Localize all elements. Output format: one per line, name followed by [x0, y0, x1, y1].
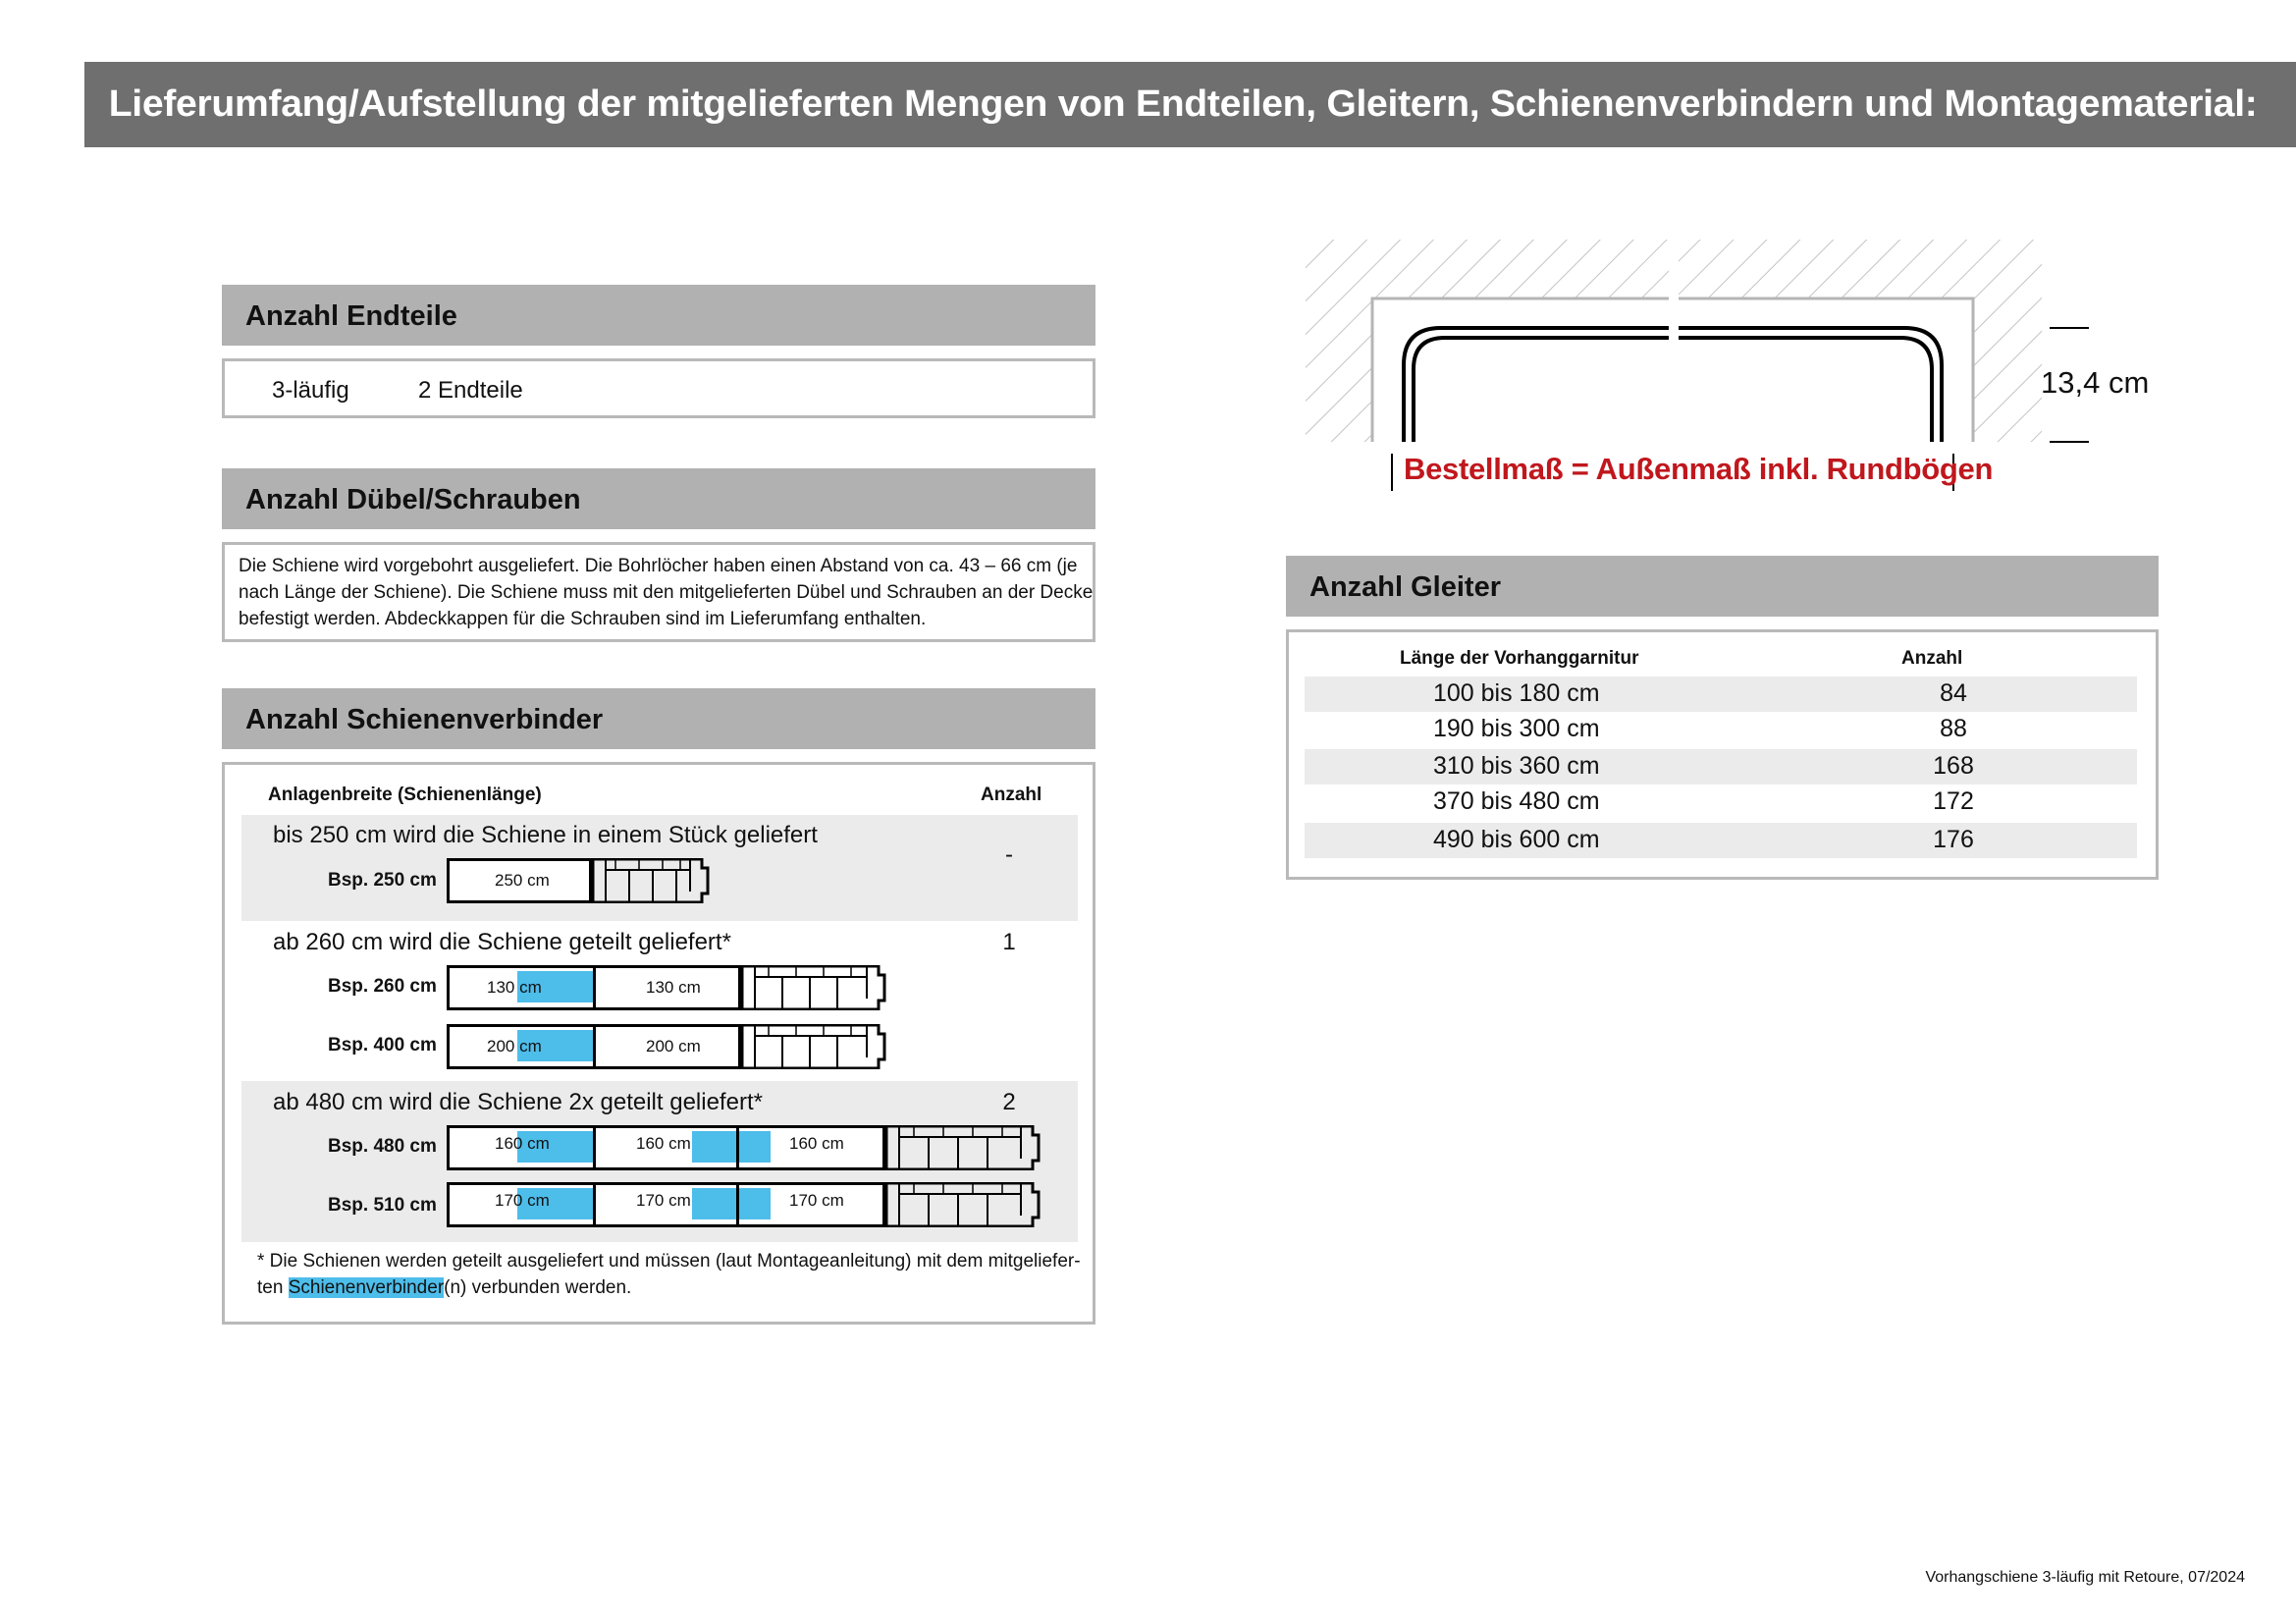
gleiter-col-length: Länge der Vorhanggarnitur [1400, 648, 1639, 669]
gleiter-row [1305, 749, 2137, 785]
rail-joint [593, 1024, 596, 1069]
order-size-note: Bestellmaß = Außenmaß inkl. Rundbögen [1404, 452, 1994, 486]
footnote-highlight: Schienenverbinder [288, 1277, 445, 1298]
segment-length: 170 cm [789, 1191, 844, 1210]
verbinder-box [222, 762, 1095, 1325]
section-header-verbinder: Anzahl Schienenverbinder [222, 688, 1095, 749]
gleiter-range: 490 bis 600 cm [1433, 826, 1600, 853]
section-header-endteile: Anzahl Endteile [222, 285, 1095, 346]
verbinder-col-width: Anlagenbreite (Schienenlänge) [268, 785, 542, 805]
dimension-label: 13,4 cm [2041, 365, 2150, 400]
gleiter-row [1305, 786, 2137, 822]
group-text: ab 480 cm wird die Schiene 2x geteilt geliefert* [273, 1089, 763, 1115]
duebel-line: Die Schiene wird vorgebohrt ausgeliefert. Die Bohrlöcher haben einen Abstand von ca. 43 – 66 cm (je [239, 556, 1078, 576]
example-label: Bsp. 480 cm [328, 1136, 437, 1157]
example-label: Bsp. 510 cm [328, 1195, 437, 1216]
ceiling-hatch [1306, 240, 1669, 442]
group-count: 2 [1002, 1089, 1016, 1115]
gleiter-count: 88 [1940, 715, 1967, 742]
example-label: Bsp. 260 cm [328, 976, 437, 997]
section-header-gleiter: Anzahl Gleiter [1286, 556, 2159, 617]
gleiter-row [1305, 823, 2137, 858]
footnote-line: * Die Schienen werden geteilt ausgeliefert und müssen (laut Montageanleitung) mit dem mitgeliefer- [257, 1251, 1081, 1272]
segment-length: 130 cm [487, 978, 542, 997]
rail [447, 1125, 885, 1170]
duebel-line: nach Länge der Schiene). Die Schiene muss mit den mitgelieferten Dübel und Schrauben an der Decke [239, 582, 1094, 603]
rail-connector [692, 1188, 771, 1219]
footnote-line [257, 1274, 1081, 1301]
group-count: - [1005, 841, 1013, 868]
rail-end-icon [741, 965, 888, 1010]
rail-end-icon [885, 1182, 1042, 1227]
rail [447, 1024, 741, 1069]
gleiter-row [1305, 677, 2137, 712]
ceiling-hatch [1679, 240, 2042, 442]
segment-length: 170 cm [495, 1191, 550, 1210]
segment-length: 200 cm [487, 1037, 542, 1056]
rail-joint [593, 1182, 596, 1227]
rail-connector [692, 1131, 771, 1163]
example-label: Bsp. 400 cm [328, 1035, 437, 1056]
group-text: ab 260 cm wird die Schiene geteilt geliefert* [273, 929, 731, 955]
page-banner-title: Lieferumfang/Aufstellung der mitgelieferten Mengen von Endteilen, Gleitern, Schienenverbindern und Montagematerial: [84, 62, 2296, 147]
group-text: bis 250 cm wird die Schiene in einem Stück geliefert [273, 822, 818, 848]
gleiter-count: 176 [1933, 826, 1974, 853]
gleiter-count: 84 [1940, 679, 1967, 707]
segment-length: 200 cm [646, 1037, 701, 1056]
section-header-duebel: Anzahl Dübel/Schrauben [222, 468, 1095, 529]
footnote-post: (n) verbunden werden. [444, 1277, 632, 1298]
segment-length: 170 cm [636, 1191, 691, 1210]
footnote-pre: ten [257, 1277, 289, 1298]
rail-segment [447, 858, 592, 903]
duebel-text [239, 553, 1093, 632]
segment-length: 160 cm [636, 1134, 691, 1153]
segment-length: 250 cm [495, 871, 550, 890]
rail-joint [736, 1182, 739, 1227]
rail-end-icon [885, 1125, 1042, 1170]
duebel-line: befestigt werden. Abdeckkappen für die Schrauben sind im Lieferumfang enthalten. [239, 609, 927, 629]
verbinder-col-count: Anzahl [981, 785, 1042, 805]
segment-length: 160 cm [789, 1134, 844, 1153]
verbinder-footnote [257, 1248, 1081, 1301]
footer-note: Vorhangschiene 3-läufig mit Retoure, 07/2024 [1925, 1569, 2245, 1586]
gleiter-range: 310 bis 360 cm [1433, 752, 1600, 780]
rail-joint [593, 1125, 596, 1170]
gleiter-range: 370 bis 480 cm [1433, 787, 1600, 815]
gleiter-count: 168 [1933, 752, 1974, 780]
gleiter-row [1305, 714, 2137, 749]
endteile-type: 3-läufig [272, 377, 349, 404]
rail-joint [593, 965, 596, 1010]
endteile-count: 2 Endteile [418, 377, 523, 404]
gleiter-col-count: Anzahl [1901, 648, 1963, 669]
rail-joint [736, 1125, 739, 1170]
segment-length: 130 cm [646, 978, 701, 997]
group-count: 1 [1002, 929, 1016, 955]
rail [447, 1182, 885, 1227]
endteile-box [222, 358, 1095, 418]
rail-end-icon [741, 1024, 888, 1069]
duebel-box [222, 542, 1095, 642]
segment-length: 160 cm [495, 1134, 550, 1153]
rail [447, 965, 741, 1010]
gleiter-range: 100 bis 180 cm [1433, 679, 1600, 707]
example-label: Bsp. 250 cm [328, 870, 437, 891]
gleiter-count: 172 [1933, 787, 1974, 815]
gleiter-range: 190 bis 300 cm [1433, 715, 1600, 742]
rail-end-icon [592, 858, 739, 903]
